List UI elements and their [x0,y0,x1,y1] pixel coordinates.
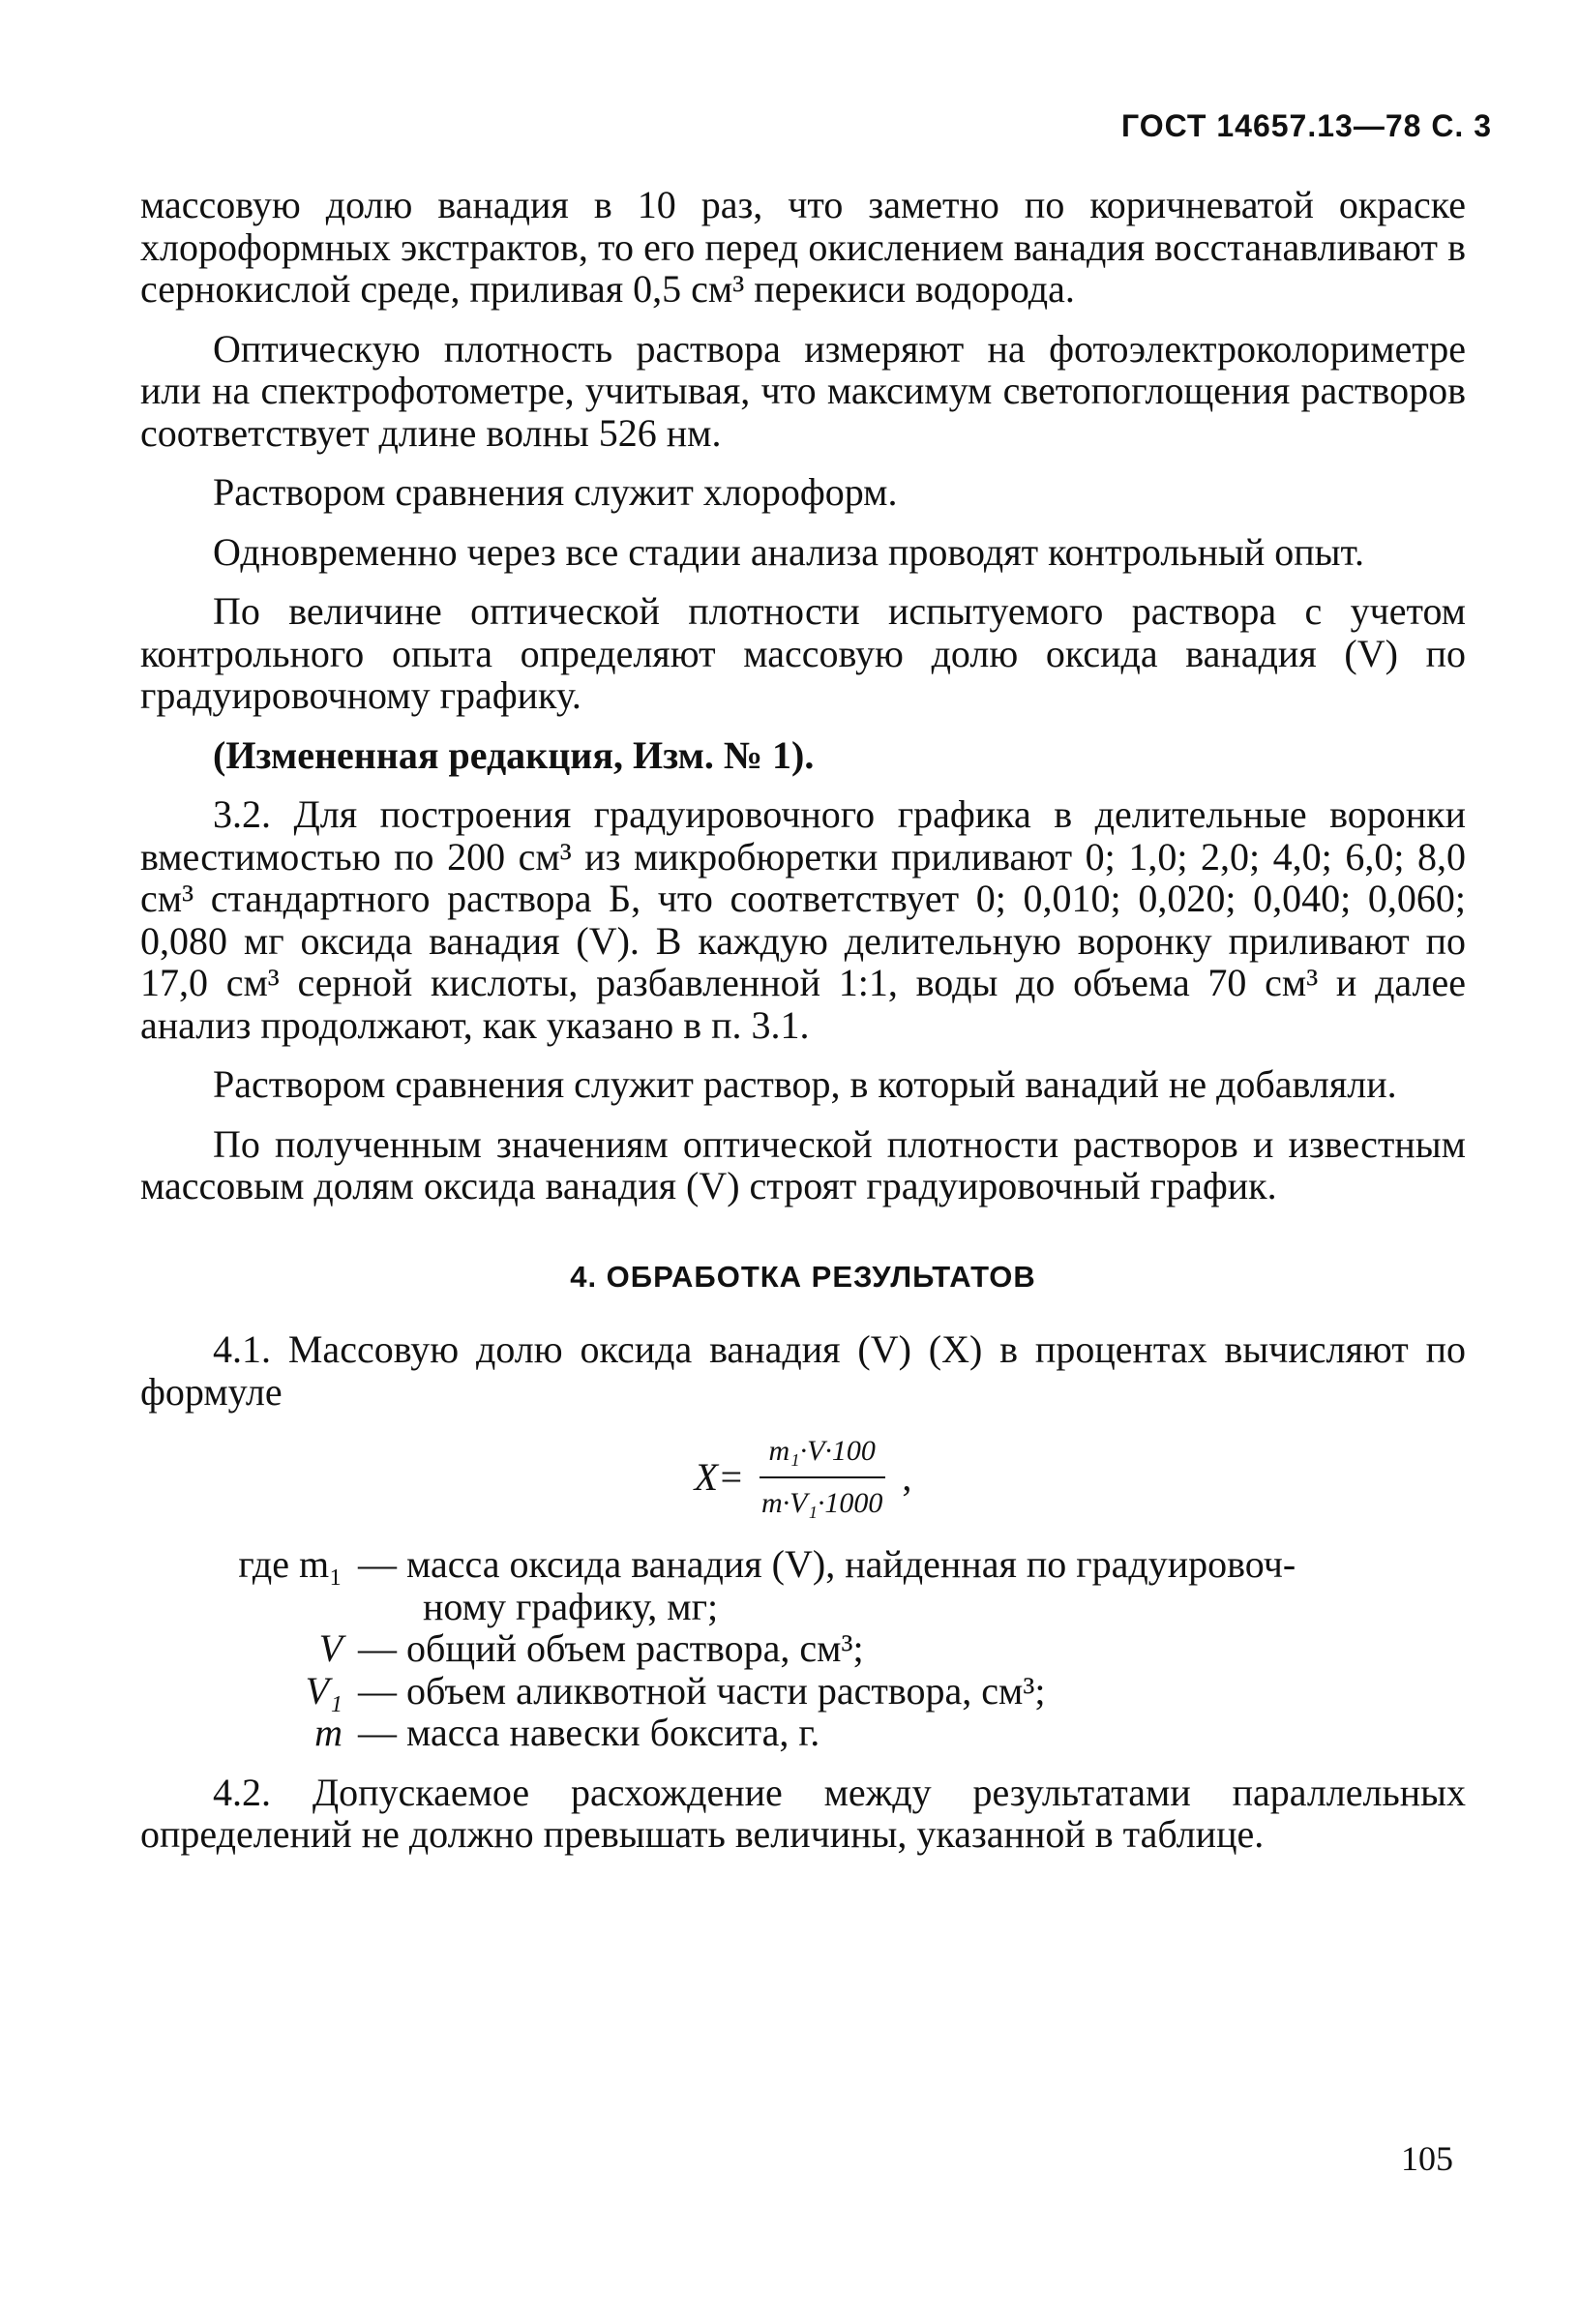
paragraph-3-2: 3.2. Для построения градуировочного графика в делительные воронки вместимостью по 200 см³ из микробюретки приливают 0; 1,0; 2,0; 4,0; 6,0; 8,0 см³ стандартного раствора Б, что соответствует 0; 0,010; 0,020; 0,040; 0,060; 0,080 мг оксида ванадия (V). В каждую делительную воронку приливают по 17,0 см³ серной кислоты, разбавленной 1:1, воды до объема 70 см³ и далее анализ продолжают, как указано в п. 3.1. [140,792,1466,1047]
legend-symbol-text: m [314,1711,343,1754]
legend-description: объем аликвотной части раствора, см³; [406,1668,1046,1713]
amendment-note: (Измененная редакция, Изм. № 1). [213,732,815,777]
legend-dash: — [358,1668,397,1713]
formula-denominator: m·V₁·1000 [761,1486,883,1519]
legend-row [140,1712,1466,1754]
legend-symbol-text: V [318,1626,343,1670]
legend-row [140,1627,1466,1670]
legend-symbol: где m₁ [238,1542,343,1586]
document-body [140,184,1466,1873]
legend-description: масса навески боксита, г. [406,1711,820,1754]
legend-row [140,1543,1466,1586]
paragraph-4-1: 4.1. Массовую долю оксида ванадия (V) (X) в процентах вычисляют по формуле [140,1327,1466,1414]
paragraph-reference-solution: Раствором сравнения служит хлороформ. [213,470,898,514]
legend-symbol [140,1670,348,1713]
legend-symbol [140,1712,348,1754]
paragraph-optical-density: Оптическую плотность раствора измеряют на фотоэлектроколориметре или на спектрофотометре, учитывая, что максимум светопоглощения растворов соответствует длине волны 526 нм. [140,326,1466,455]
paragraph-build-graph: По полученным значениям оптической плотности растворов и известным массовым долям оксида ванадия (V) строят градуировочный график. [140,1121,1466,1207]
paragraph-control-test: Одновременно через все стадии анализа проводят контрольный опыт. [213,529,1365,574]
formula-fraction [752,1430,892,1524]
formula-lhs: X= [694,1454,744,1499]
paragraph-continuation: массовую долю ванадия в 10 раз, что заметно по коричневатой окраске хлороформных экстрактов, то его перед окислением ванадия восстанавливают в сернокислой среде, приливая 0,5 см³ перекиси водорода. [140,183,1466,311]
paragraph-calibration-use: По величине оптической плотности испытуемого раствора с учетом контрольного опыта определяют массовую долю оксида ванадия (V) по градуировочному графику. [140,589,1466,717]
legend-symbol [140,1627,348,1670]
legend-continuation: ному графику, мг; [423,1584,719,1628]
paragraph-reference-solution-2: Раствором сравнения служит раствор, в который ванадий не добавляли. [213,1062,1397,1106]
page-number: 105 [1401,2139,1453,2178]
paragraph-4-2: 4.2. Допускаемое расхождение между результатами параллельных определений не должно превышать величины, указанной в таблице. [140,1770,1466,1856]
legend-row [140,1670,1466,1713]
legend-symbol-text: V₁ [305,1668,343,1713]
legend-dash: — [358,1711,397,1754]
legend-dash: — [358,1542,397,1586]
formula-tail: , [902,1454,912,1499]
legend-dash: — [358,1626,397,1670]
legend-description: масса оксида ванадия (V), найденная по градуировоч- [406,1542,1296,1586]
formula-numerator: m₁·V·100 [760,1430,885,1478]
document-header: ГОСТ 14657.13—78 С. 3 [1121,108,1492,143]
section-title: 4. ОБРАБОТКА РЕЗУЛЬТАТОВ [570,1259,1036,1294]
legend-description: общий объем раствора, см³; [406,1626,864,1670]
formula [140,1430,1466,1524]
variable-legend [140,1543,1466,1754]
